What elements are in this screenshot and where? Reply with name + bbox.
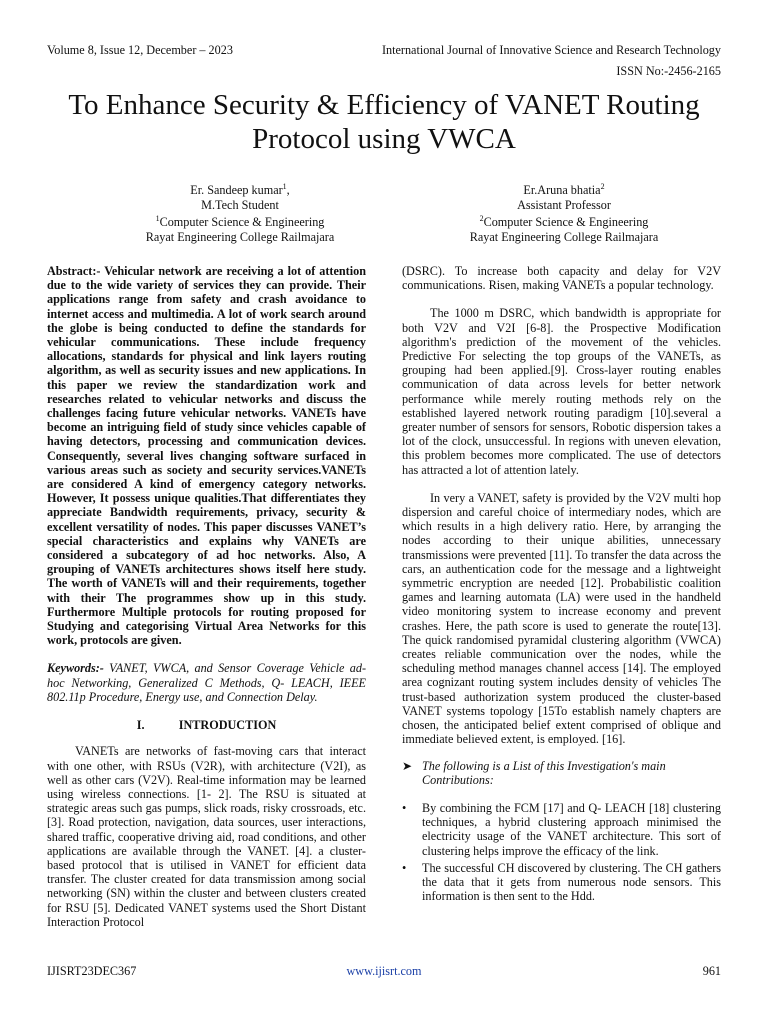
intro-paragraph-continued: (DSRC). To increase both capacity and delay for V2V communications. Risen, making VANETs a popular technology. [402,264,721,293]
section-heading-introduction: I. INTRODUCTION [136,718,277,733]
intro-paragraph: VANETs are networks of fast-moving cars that interact with one other, with RSUs (V2R), with architecture (V2I), as well as other cars (V2V). Real-time information may be learned using wireless connections. [1- 2]. The RSU is situated at strategic areas such gas pumps, slick roads, risky crossroads, etc. [3]. Road protection, navigation, data sources, user interactions, shared traffic, cooperative driving aid, road conditions, and other applications are available through the VANET. [4]. a cluster-based protocol that is utilised in VANET for efficient data transfer. The cluster created for data transmission among social networking (SN) within the cluster and between clusters created for RSU [5]. Dedicated VANET systems used the Short Distant Interaction Protocol [47,744,366,929]
list-item: • The successful CH discovered by clustering. The CH gathers the data that it gets from numerous node sensors. This information is then sent to the Hdd. [402,860,721,904]
list-item: • By combining the FCM [17] and Q- LEACH [18] clustering techniques, a hybrid clustering approach minimised the electricity usage of the VANET architecture. This sort of clustering helps improve the efficacy of the link. [402,800,721,858]
author-name: Er. Sandeep kumar$^1$, [190,182,290,198]
safety-paragraph: In very a VANET, safety is provided by the V2V multi hop dispersion and careful choice of intermediary nodes, which are which results in a high delivery ratio. Here, by arranging the nodes according to their unique abilities, unnecessary transmissions were prevented [11]. To transfer the data across the cars, an authentication code for the message and a lightweight symmetric encryption are needed [12]. Probabilistic coalition games and learning automata (LA) were used in the handheld video monitoring system to increase economy and prevent crashes. Here, the path score is used to generate the route[13]. The quick randomised pyramidal clustering algorithm (VWCA) creates reliable communication over the nodes, while the scheduling method manages channel access [14]. The employed area cognizant routing system includes density of vehicles The trust-based authorization system produced the cluster-based VANET systems topology [15To establish namely chapters are chosen, the anticipated belief extent comprised of oblique and immediate believed extent, is employed. [16]. [402,490,721,747]
journal-volume-header: Volume 8, Issue 12, December – 2023 [47,43,233,57]
bullet-icon: • [402,860,407,875]
author-block-1 [120,180,360,244]
left-column [47,264,366,929]
right-column [402,264,721,906]
author-department: $^2$Computer Science & Engineering [479,214,649,230]
author-college: Rayat Engineering College Railmajara [145,229,335,244]
arrow-bullet-icon: ➤ [402,758,413,773]
author-college: Rayat Engineering College Railmajara [469,229,659,244]
paper-id-footer: IJISRT23DEC367 [47,964,137,978]
contributions-heading: ➤ The following is a List of this Investigation's main Contributions: [402,758,666,787]
author-department: $^1$Computer Science & Engineering [155,214,325,230]
author-role: Assistant Professor [517,197,611,212]
dsrc-paragraph: The 1000 m DSRC, which bandwidth is appropriate for both V2V and V2I [6-8]. the Prospective Modification algorithm's prediction of the movement of the vehicles. Predictive For selecting the top groups of the VANETs, as grouping had been applied.[9]. Cross-layer routing enables communication of data across levels for better network performance while merely routing methods rely on the established layered network routing paradigm [10].several a greater number of sensors for sensors, Robotic dispersion takes a lot of the clock, unsuccessful. In regions with uneven elevation, this problem becomes more complicated. The use of detectors has attracted a lot of attention lately. [402,306,721,477]
abstract: Abstract:- Vehicular network are receiving a lot of attention due to the wide variety of services they can provide. Their applications range from safety and crash avoidance to internet access and multimedia. A lot of work search around the globe is being conducted to define the standards for vehicular communications. These include frequency allocations, standards for physical and link layers routing algorithm, as well as security issues and new applications. In this paper we review the standardization work and researches related to vehicular networks and discuss the challenges facing future vehicular networks. VANETs have become an intriguing field of study since vehicles capable of having detectors, processing and communication devices. Consequently, several lives changing software surfaced in various areas such as society and security services.VANETs are considered A kind of emergency category networks. However, It possess unique qualities.That differentiates they appreciate Bandwidth requirements, privacy, security & excellent versatility of nodes. This paper discusses VANET’s special characteristics and explains why VANETs are considered a subcategory of ad hoc networks. Also, A grouping of VANETs architectures shows itself here study. The worth of VANETs will and their requirements, together with their The programmes show up in this study. Furthermore Multiple protocols for routing proposed for Studying and categorising Virtual Area Networks for this work, protocols are given. [47,264,366,648]
page-number: 961 [702,964,721,978]
issn-label: ISSN No:-2456-2165 [616,64,721,78]
author-role: M.Tech Student [201,197,279,212]
bullet-icon: • [402,800,407,815]
keywords: Keywords:- VANET, VWCA, and Sensor Coverage Vehicle ad-hoc Networking, Generalized C Methods, Q- LEACH, IEEE 802.11p Procedure, Energy use, and Connection Delay. [47,661,366,704]
author-block-2 [444,180,684,244]
contributions-list [402,801,721,903]
paper-title: To Enhance Security & Efficiency of VANET Routing Protocol using VWCA [68,89,700,155]
author-name: Er.Aruna bhatia$^2$ [523,182,605,198]
journal-name-header: International Journal of Innovative Science and Research Technology [381,43,721,57]
journal-website-link[interactable]: www.ijisrt.com [346,964,422,978]
